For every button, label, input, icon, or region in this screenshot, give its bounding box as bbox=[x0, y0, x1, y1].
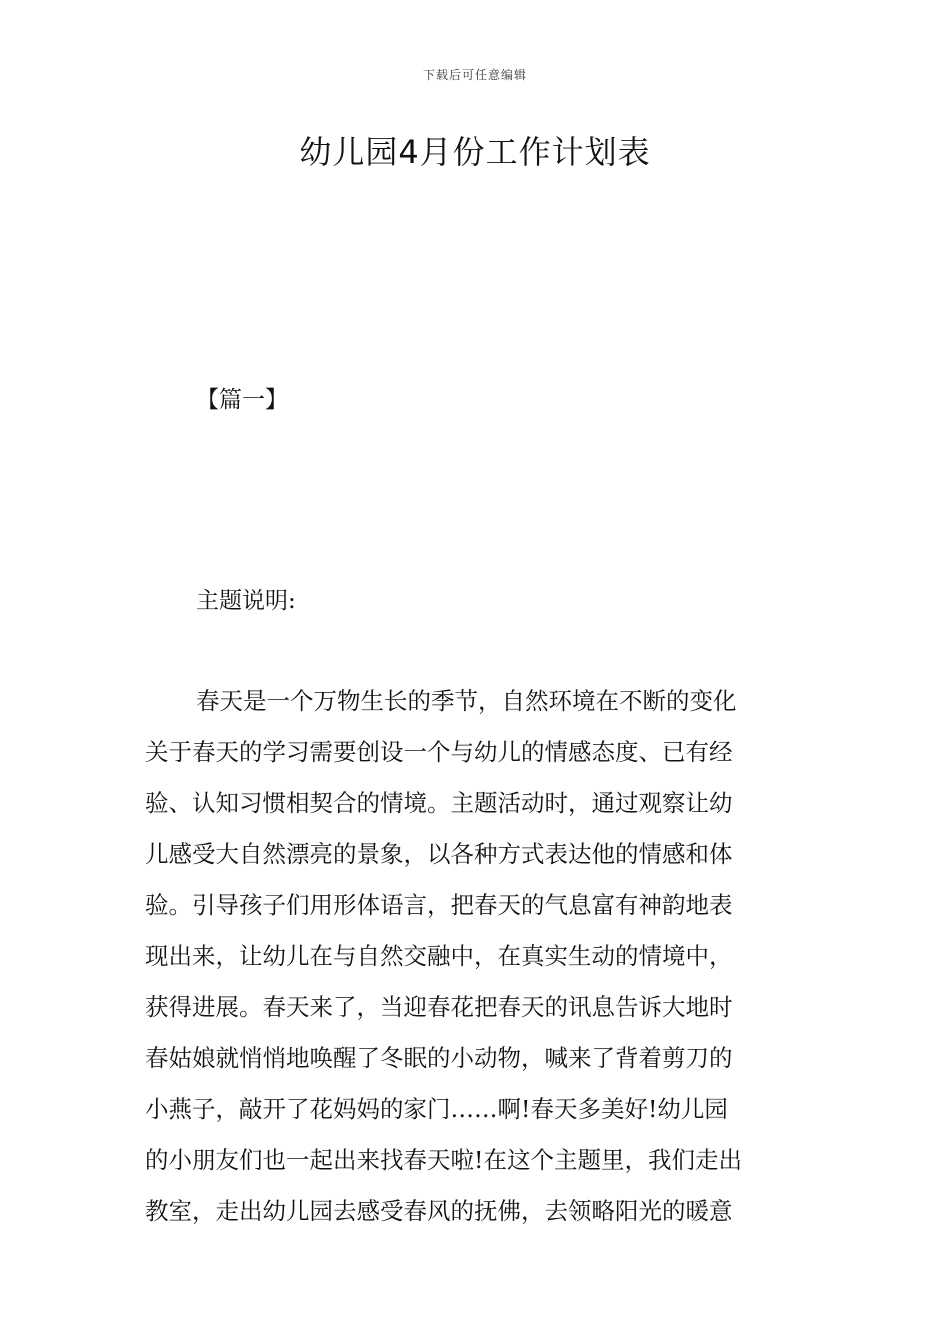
body-line: 关于春天的学习需要创设一个与幼儿的情感态度、已有经 bbox=[145, 738, 733, 766]
body-line: 验。引导孩子们用形体语言，把春天的气息富有神韵地表 bbox=[145, 891, 733, 919]
body-line: 春天是一个万物生长的季节，自然环境在不断的变化 bbox=[196, 687, 737, 715]
body-line: 教室，走出幼儿园去感受春风的抚佛，去领略阳光的暖意 bbox=[145, 1197, 733, 1225]
body-line: 验、认知习惯相契合的情境。主题活动时，通过观察让幼 bbox=[145, 789, 733, 817]
body-line: 春姑娘就悄悄地唤醒了冬眠的小动物，喊来了背着剪刀的 bbox=[145, 1044, 733, 1072]
body-line: 小燕子，敲开了花妈妈的家门……啊!春天多美好!幼儿园 bbox=[145, 1095, 728, 1123]
body-paragraph bbox=[145, 676, 810, 1237]
header-note: 下载后可任意编辑 bbox=[422, 68, 527, 82]
body-line: 获得进展。春天来了，当迎春花把春天的讯息告诉大地时 bbox=[145, 993, 733, 1021]
document-title: 幼儿园4月份工作计划表 bbox=[299, 133, 651, 171]
body-line: 儿感受大自然漂亮的景象，以各种方式表达他的情感和体 bbox=[145, 840, 733, 868]
subheading-theme: 主题说明: bbox=[196, 588, 296, 614]
section-label: 【篇一】 bbox=[196, 387, 288, 413]
body-line: 现出来，让幼儿在与自然交融中，在真实生动的情境中， bbox=[145, 942, 733, 970]
body-line: 的小朋友们也一起出来找春天啦!在这个主题里，我们走出 bbox=[145, 1146, 742, 1174]
